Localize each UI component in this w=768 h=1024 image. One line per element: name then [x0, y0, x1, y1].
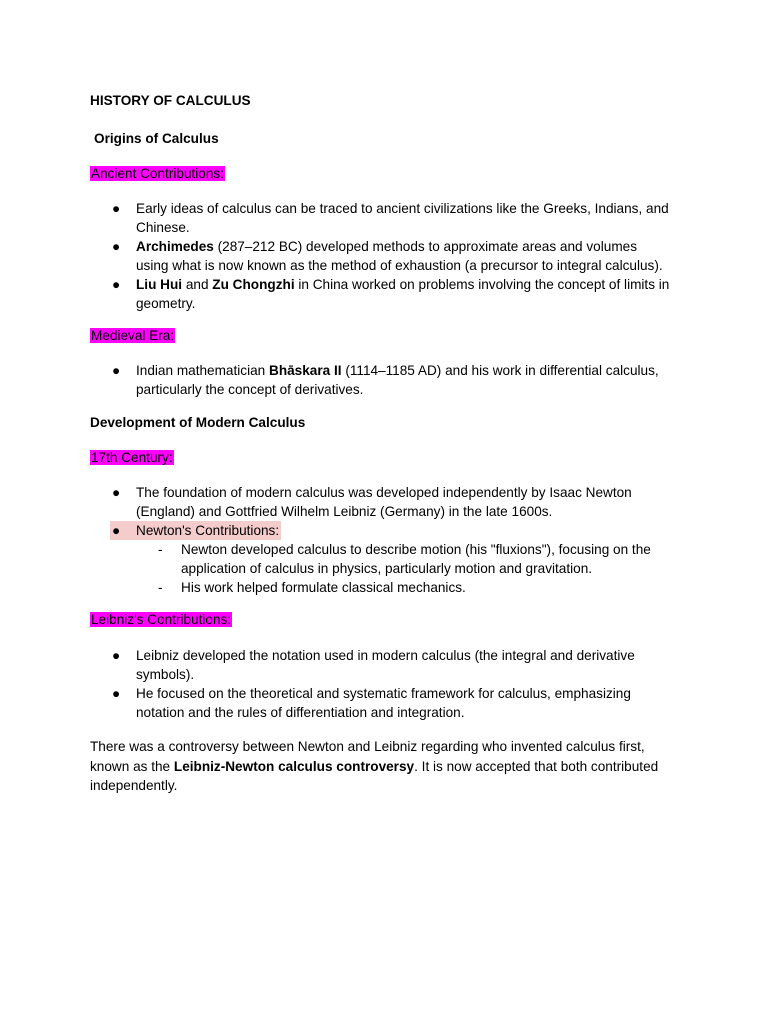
list-item	[0, 199, 696, 237]
item-line: Leibniz developed the notation used in modern calculus (the integral and derivative	[136, 648, 635, 663]
bold-term: Zu Chongzhi	[212, 277, 295, 292]
bullet-icon: ●	[112, 523, 121, 538]
list-item	[0, 483, 696, 521]
item-line: using what is now known as the method of exhaustion (a precursor to integral calculus).	[136, 258, 663, 273]
item-line: The foundation of modern calculus was developed independently by Isaac Newton	[136, 485, 632, 500]
century17-list	[0, 483, 696, 597]
bullet-icon: ●	[112, 201, 121, 216]
list-item	[0, 237, 696, 275]
item-line: symbols).	[136, 667, 195, 682]
paragraph-line: There was a controversy between Newton and Leibniz regarding who invented calculus first,	[90, 739, 645, 754]
origins-heading: Origins of Calculus	[94, 131, 219, 146]
leibniz-heading-text: Leibniz's Contributions:	[91, 612, 232, 627]
sub-list-item	[0, 540, 681, 578]
medieval-list	[0, 361, 696, 399]
bold-term: Liu Hui	[136, 277, 183, 292]
document-title: HISTORY OF CALCULUS	[90, 93, 251, 108]
list-item	[0, 684, 696, 722]
item-line: Chinese.	[136, 220, 190, 235]
medieval-heading	[90, 328, 175, 343]
bullet-icon: ●	[112, 239, 121, 254]
closing-paragraph	[90, 737, 680, 796]
list-item	[0, 646, 696, 684]
item-line: His work helped formulate classical mechanics.	[181, 580, 466, 595]
bullet-icon: ●	[112, 648, 121, 663]
bold-term: Archimedes	[136, 239, 214, 254]
newton-sublist	[0, 540, 696, 597]
item-line: He focused on the theoretical and systematic framework for calculus, emphasizing	[136, 686, 631, 701]
paragraph-text: . It is now accepted that both contributed	[414, 758, 659, 774]
ancient-list	[0, 199, 696, 313]
item-text: (287–212 BC) developed methods to approximate areas and volumes	[213, 239, 637, 254]
item-text: and	[182, 277, 213, 292]
leibniz-heading	[90, 612, 232, 627]
bullet-icon: ●	[112, 686, 121, 701]
item-line: Newton's Contributions:	[136, 523, 280, 538]
ancient-heading	[90, 166, 225, 181]
bold-term: Bhāskara II	[269, 363, 342, 378]
list-item	[0, 361, 696, 399]
item-text: Indian mathematician	[136, 363, 269, 378]
dash-icon: -	[158, 542, 163, 557]
sub-list-item	[0, 578, 681, 597]
item-line: Newton developed calculus to describe motion (his "fluxions"), focusing on the	[181, 542, 651, 557]
paragraph-line: independently.	[90, 778, 178, 793]
item-line: (England) and Gottfried Wilhelm Leibniz (Germany) in the late 1600s.	[136, 504, 553, 519]
item-text: (1114–1185 AD) and his work in differential calculus,	[341, 363, 659, 378]
list-item-highlighted	[0, 521, 696, 597]
list-item	[0, 275, 696, 313]
dash-icon: -	[158, 580, 163, 595]
item-line: Early ideas of calculus can be traced to ancient civilizations like the Greeks, Indians, and	[136, 201, 669, 216]
century17-heading-text: 17th Century:	[91, 450, 173, 465]
medieval-heading-text: Medieval Era:	[91, 328, 175, 343]
bullet-icon: ●	[112, 277, 121, 292]
item-line: application of calculus in physics, particularly motion and gravitation.	[181, 561, 593, 576]
bullet-icon: ●	[112, 363, 121, 378]
item-line: notation and the rules of differentiation and integration.	[136, 705, 465, 720]
leibniz-list	[0, 646, 696, 722]
item-text: in China worked on problems involving the concept of limits in	[294, 277, 670, 292]
paragraph-text: known as the	[90, 758, 174, 774]
item-line: particularly the concept of derivatives.	[136, 382, 364, 397]
bullet-icon: ●	[112, 485, 121, 500]
modern-heading: Development of Modern Calculus	[90, 415, 306, 430]
ancient-heading-text: Ancient Contributions:	[91, 166, 224, 181]
century17-heading	[90, 450, 174, 465]
item-line: geometry.	[136, 296, 196, 311]
bold-term: Leibniz-Newton calculus controversy	[173, 758, 415, 774]
